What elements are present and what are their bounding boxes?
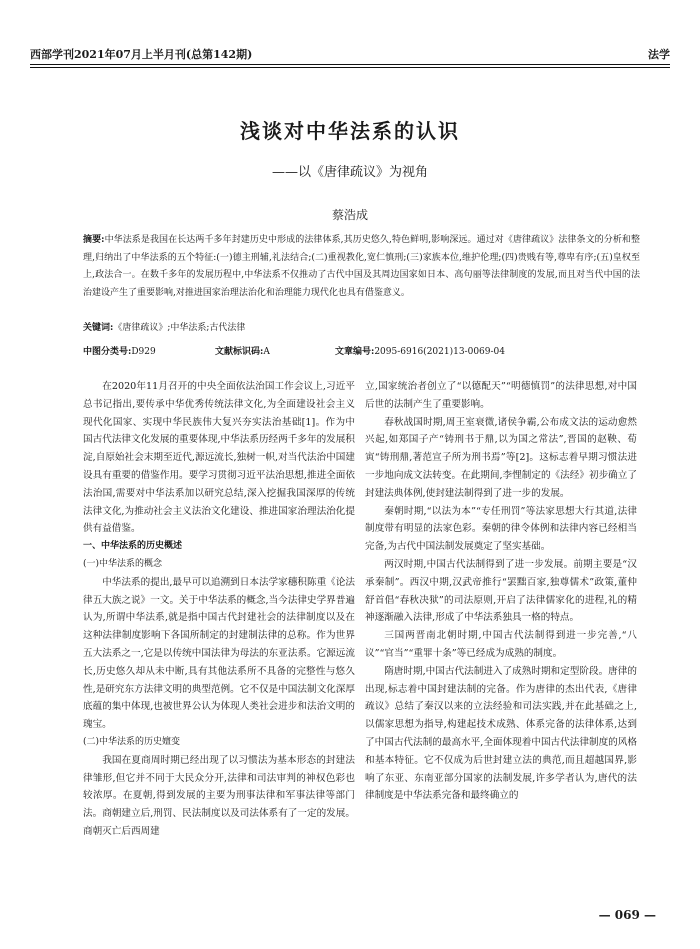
keywords — [83, 320, 640, 336]
clc-value: D929 — [131, 347, 156, 357]
paragraph: 隋唐时期,中国古代法制进入了成熟时期和定型阶段。唐律的出现,标志着中国封建法制的完备。作为唐律的杰出代表,《唐律疏议》总结了秦汉以来的立法经验和司法实践,并在此基础之上,以儒家思想为指导,构建起技术成熟、体系完备的法律体系,达到了中国古代法制的最高水平,全面体现着中国古代法律制度的风格和基本特征。它不仅成为后世封建立法的典范,而且超越国界,影响了东亚、东南亚部分国家的法制发展,许多学者认为,唐代的法律制度是中华法系完备和最终确立的 — [365, 665, 637, 802]
journal-name: 西部学刊2021年07月上半月刊(总第142期) — [30, 48, 253, 61]
clc-code — [83, 344, 156, 357]
subsection-heading: (二)中华法系的历史嬗变 — [83, 736, 181, 747]
page-number: — 069 — — [598, 908, 656, 922]
article-title: 浅谈对中华法系的认识 — [240, 119, 460, 143]
art-value: 2095-6916(2021)13-0069-04 — [374, 347, 505, 357]
section-heading: 一、中华法系的历史概述 — [83, 541, 183, 552]
art-label: 文章编号: — [335, 347, 375, 357]
running-header — [30, 46, 670, 66]
abstract-text: 中华法系是我国在长达两千多年封建历史中形成的法律体系,其历史悠久,特色鲜明,影响深远。通过对《唐律疏议》法律条文的分析和整理,归纳出了中华法系的五个特征:(一)德主刑辅,礼法结合;(二)重视教化,宽仁慎刑;(三)家族本位,维护伦理;(四)贵贱有等,尊卑有序;(五)皇权至上,政法合一。在数千多年的发展历程中,中华法系不仅推动了古代中国及其周边国家如日本、高句丽等法律制度的发展,而且对当代中国的法治建设产生了重要影响,对推进国家治理法治化和治理能力现代化也具有借鉴意义。 — [83, 235, 640, 298]
paragraph: 春秋战国时期,周王室衰微,诸侯争霸,公布成文法的运动愈然兴起,如郑国子产“铸刑书于鼎,以为国之常法”,晋国的赵鞅、荀寅“铸刑鼎,著范宣子所为刑书焉”等[2]。这标志着早期习惯法进一步地向成文法转变。在此期间,李悝制定的《法经》初步确立了封建法典体例,使封建法制得到了进一步的发展。 — [365, 416, 637, 499]
author-name: 蔡浩成 — [331, 208, 368, 222]
paragraph: 我国在夏商周时期已经出现了以习惯法为基本形态的封建法律雏形,但它并不同于大民众分开,法律和司法审判的神权色彩也较浓厚。在夏朝,得到发展的主要为刑事法律和军事法律等部门法。商朝建立后,刑罚、民法制度以及司法体系有了一定的发展。商朝灭亡后西周建 — [83, 754, 355, 837]
keywords-text: 《唐律疏议》;中华法系;古代法律 — [113, 323, 246, 333]
clc-label: 中图分类号: — [83, 347, 132, 357]
paragraph: 中华法系的提出,最早可以追溯到日本法学家穗积陈重《论法律五大族之说》一文。关于中华法系的概念,当今法律史学界普遍认为,所谓中华法系,就是指中国古代封建社会的法律制度以及在这种法律制度影响下各国所制定的封建制法律的总称。作为世界五大法系之一,它是以传统中国法律为母法的东亚法系。它源远流长,历史悠久却从未中断,具有其他法系所不具备的完整性与悠久性,是研究东方法律文明的典型范例。它不仅是中国法制文化深厚底蕴的集中体现,也被世界公认为体现人类社会进步和法治文明的瑰宝。 — [83, 576, 355, 731]
paragraph: 三国两晋南北朝时期,中国古代法制得到进一步完善,“八议”“官当”“重罪十条”等已经成为成熟的制度。 — [365, 630, 637, 659]
section-label: 法学 — [648, 48, 670, 61]
paragraph: 在2020年11月召开的中央全面依法治国工作会议上,习近平总书记指出,要传承中华优秀传统法律文化,为全面建设社会主义现代化国家、实现中华民族伟大复兴夯实法治基础[1]。作为中国古代法律文化发展的重要体现,中华法系历经两千多年的发展积淀,自原始社会末期至近代,源远流长,独树一帜,对当代法治中国建设具有重要的借鉴作用。要学习贯彻习近平法治思想,推进全面依法治国,需要对中华法系加以研究总结,深入挖掘我国深厚的传统法律文化,为推动社会主义法治文化建设、推进国家治理法治化提供有益借鉴。 — [83, 381, 355, 535]
subsection-heading: (一)中华法系的概念 — [83, 558, 163, 569]
classification-info — [83, 344, 640, 360]
paragraph: 两汉时期,中国古代法制得到了进一步发展。前期主要是“汉承秦制”。西汉中期,汉武帝推行“罢黜百家,独尊儒术”政策,董仲舒首倡“春秋决狱”的司法原则,开启了法律儒家化的进程,礼的精神逐渐融入法律,形成了中华法系独具一格的特点。 — [365, 558, 637, 624]
header-rule-thin — [30, 67, 670, 68]
doc-label: 文献标识码: — [215, 347, 264, 357]
article-number — [335, 344, 505, 357]
article-subtitle: ——以《唐律疏议》为视角 — [271, 165, 428, 180]
abstract-label: 摘要: — [83, 235, 105, 245]
doc-code — [215, 344, 270, 357]
paragraph: 秦朝时期,“以法为本”“专任刑罚”等法家思想大行其道,法律制度带有明显的法家色彩。秦朝的律令体例和法律内容已经相当完备,为古代中国法制发展奠定了坚实基础。 — [365, 505, 637, 553]
doc-value: A — [263, 347, 270, 357]
keywords-label: 关键词: — [83, 323, 114, 333]
abstract — [83, 232, 640, 302]
header-rule — [30, 64, 670, 65]
paragraph: 立,国家统治者创立了“以德配天”“明德慎罚”的法律思想,对中国后世的法制产生了重要影响。 — [365, 381, 637, 410]
right-column — [365, 378, 637, 805]
left-column — [83, 378, 355, 841]
